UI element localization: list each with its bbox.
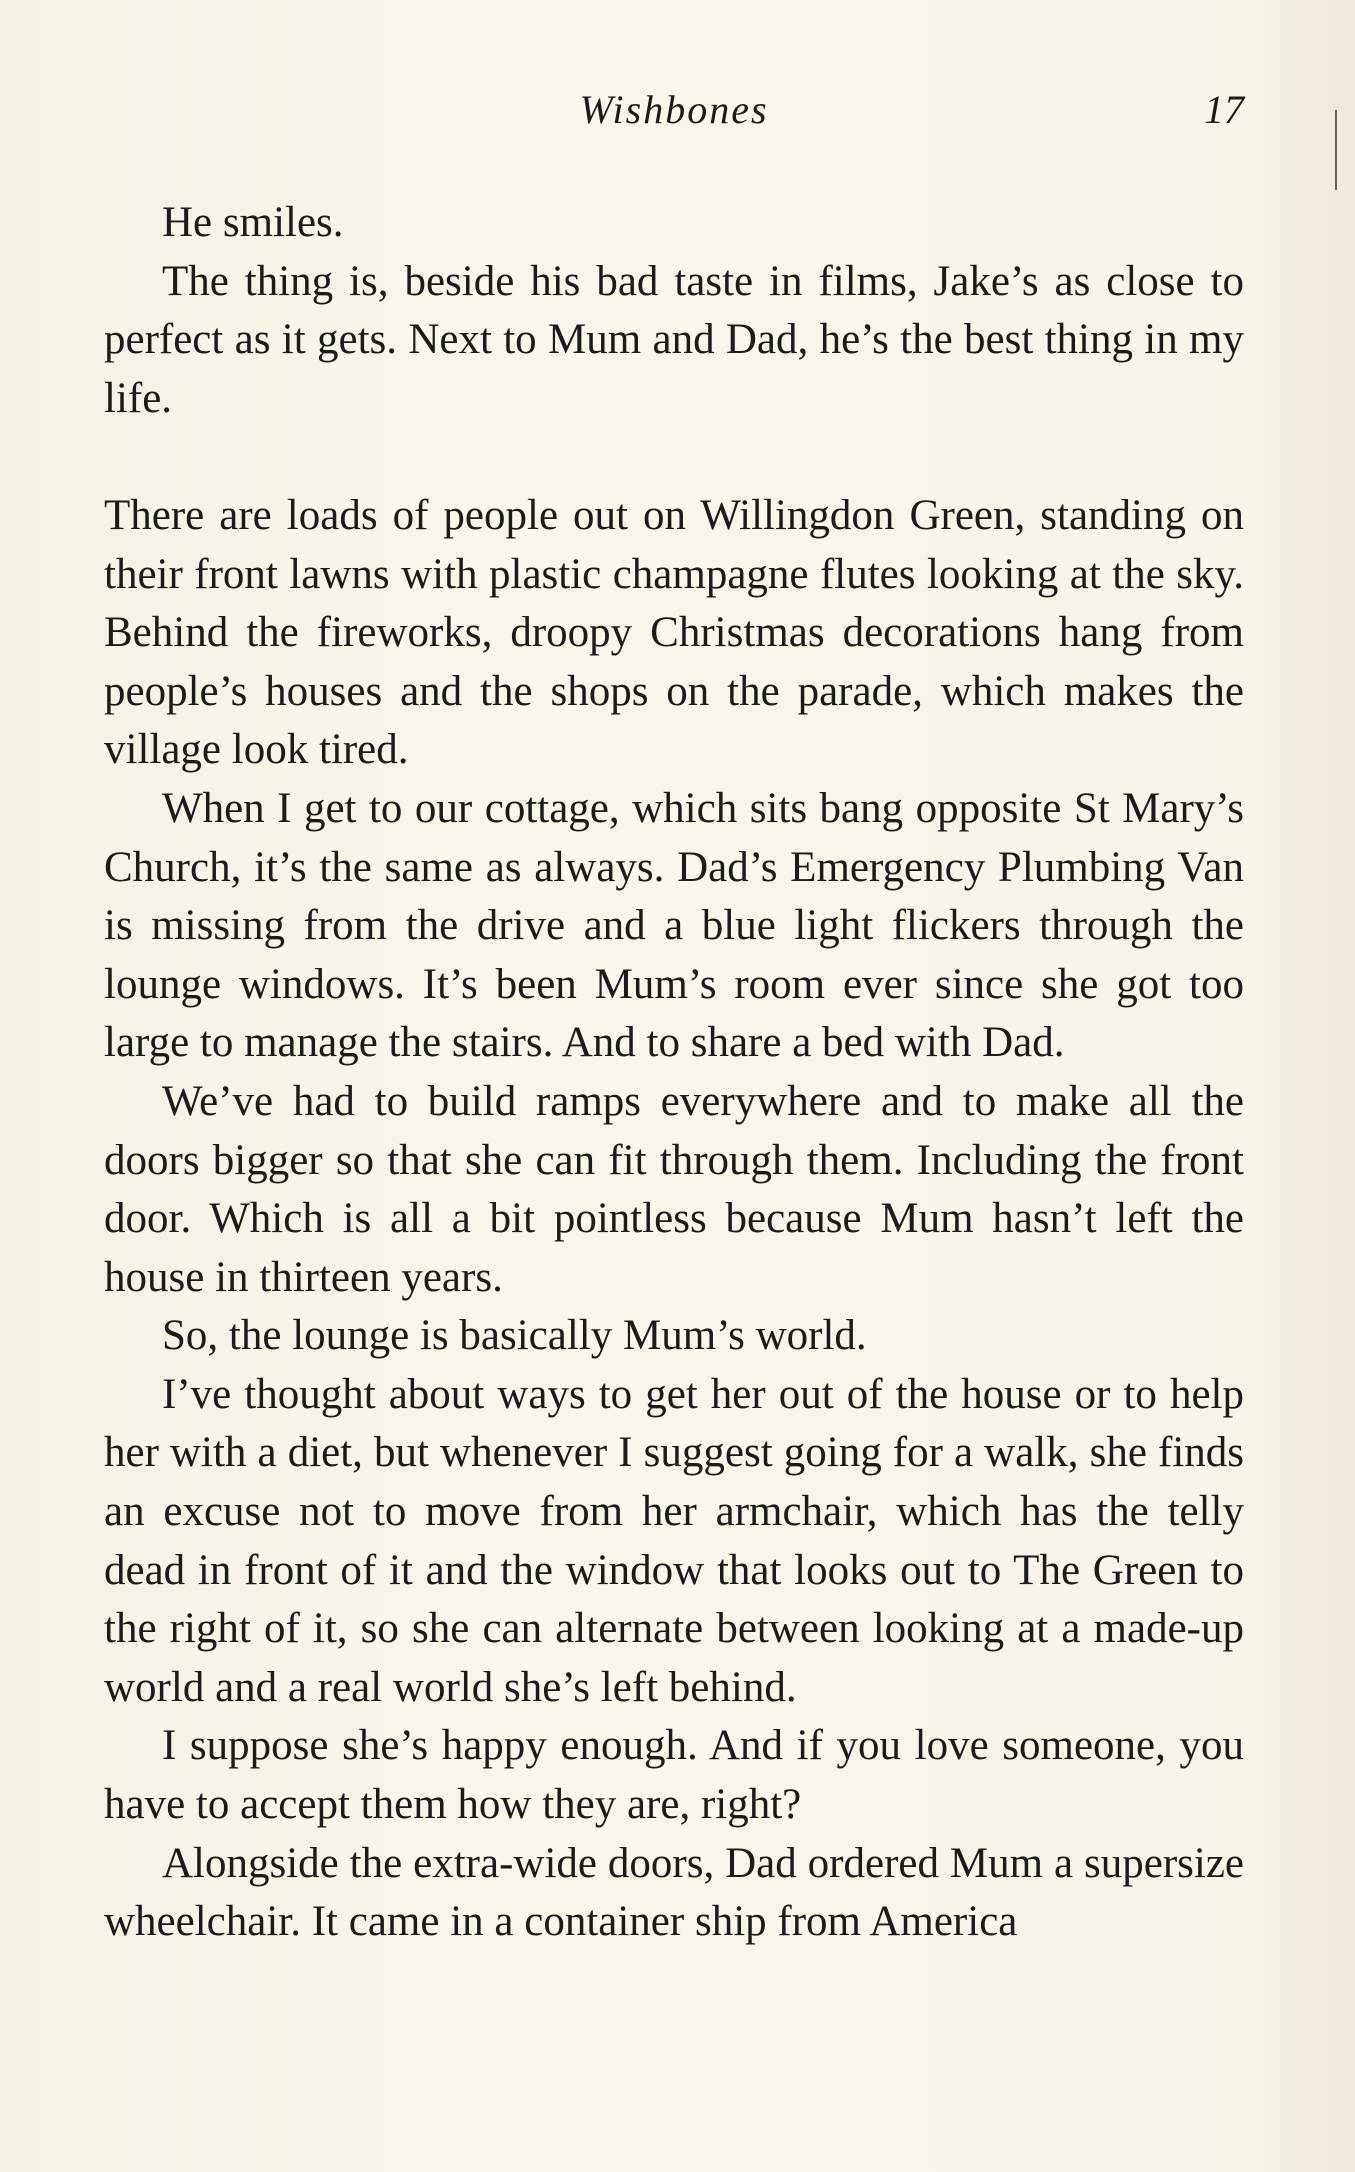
paragraph: When I get to our cottage, which sits bang opposite St Mary’s Church, it’s the same as always. Dad’s Emergency Plumbing Van is missing from the drive and a blue light flickers through the lounge windows. It’s been Mum’s room ever since she got too large to manage the stairs. And to share a bed with Dad. bbox=[104, 784, 1244, 1067]
paragraph: I suppose she’s happy enough. And if you love someone, you have to accept them how they are, right? bbox=[104, 1722, 1244, 1829]
running-title: Wishbones bbox=[579, 87, 769, 132]
paragraph: The thing is, beside his bad taste in films, Jake’s as close to perfect as it gets. Next to Mum and Dad, he’s the best thing in my life. bbox=[104, 257, 1244, 422]
page-shadow bbox=[1245, 0, 1355, 2172]
paragraph: Alongside the extra-wide doors, Dad ordered Mum a supersize wheelchair. It came in a container ship from America bbox=[104, 1839, 1244, 1946]
body-text bbox=[104, 194, 1244, 1952]
running-header bbox=[104, 86, 1244, 136]
paragraph: I’ve thought about ways to get her out of the house or to help her with a diet, but whenever I suggest going for a walk, she finds an excuse not to move from her armchair, which has the telly dead in front of it and the window that looks out to The Green to the right of it, so she can alternate between looking at a made-up world and a real world she’s left behind. bbox=[104, 1370, 1244, 1711]
paragraph: We’ve had to build ramps everywhere and to make all the doors bigger so that she can fit through them. Including the front door. Which is all a bit pointless because Mum hasn’t left the house in thirteen years. bbox=[104, 1077, 1244, 1301]
paragraph: So, the lounge is basically Mum’s world. bbox=[162, 1312, 867, 1360]
page-number: 17 bbox=[1204, 87, 1244, 132]
paragraph: There are loads of people out on Willingdon Green, standing on their front lawns with plastic champagne flutes looking at the sky. Behind the fireworks, droopy Christmas decorations hang from people’s houses and the shops on the parade, which makes the village look tired. bbox=[104, 491, 1244, 774]
paragraph: He smiles. bbox=[162, 199, 344, 246]
page-edge-mark bbox=[1335, 110, 1337, 190]
